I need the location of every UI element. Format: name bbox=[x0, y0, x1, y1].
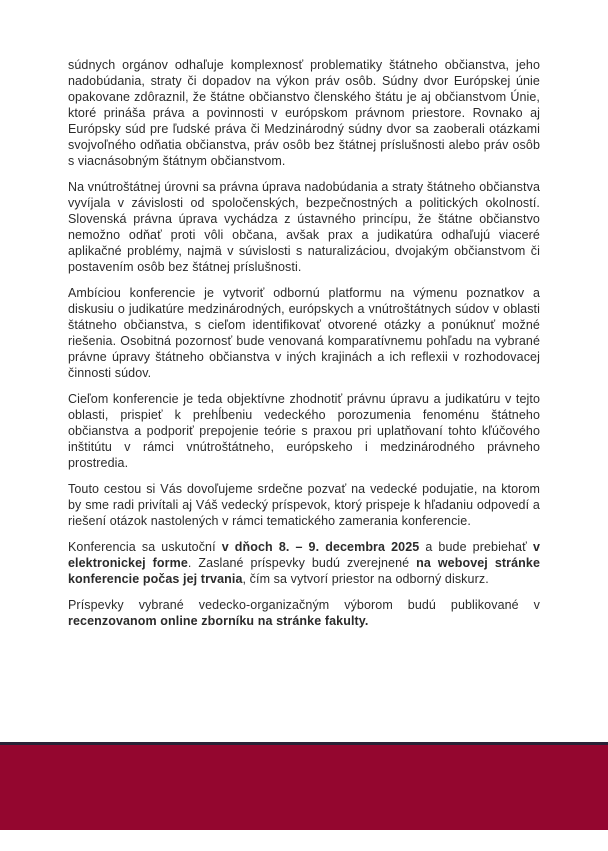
footer-band-fill bbox=[0, 745, 608, 830]
paragraph bbox=[68, 597, 540, 629]
paragraph bbox=[68, 391, 540, 471]
paragraph bbox=[68, 285, 540, 381]
text-run: Touto cestou si Vás dovoľujeme srdečne pozvať na vedecké podujatie, na ktorom by sme radi privítali aj Váš vedecký príspevok, ktorý prispeje k hľadaniu odpovedí a riešení otázok nastolených v rámci tematického zamerania konferencie. bbox=[68, 482, 540, 528]
paragraph bbox=[68, 179, 540, 275]
text-run: a bude prebiehať bbox=[419, 540, 533, 554]
text-run: Príspevky vybrané vedecko-organizačným výborom budú publikované v bbox=[68, 598, 540, 612]
text-run: Konferencia sa uskutoční bbox=[68, 540, 222, 554]
bold-text-run: v elektronickej forme bbox=[68, 540, 540, 570]
paragraph bbox=[68, 57, 540, 169]
text-run: , čím sa vytvorí priestor na odborný diskurz. bbox=[242, 572, 489, 586]
bold-text-run: recenzovanom online zborníku na stránke fakulty. bbox=[68, 614, 369, 628]
text-run: Na vnútroštátnej úrovni sa právna úprava nadobúdania a straty štátneho občianstva vyvíjala v závislosti od spoločenských, bezpečnostných a politických okolností. Slovenská právna úprava vychádza z ústavného princípu, že štátne občianstvo nemožno odňať proti vôli občana, avšak prax a judikatúra odhaľujú viaceré aplikačné problémy, najmä v súvislosti s naturalizáciou, dvojakým občianstvom či postavením osôb bez štátnej príslušnosti. bbox=[68, 180, 540, 274]
text-run: Cieľom konferencie je teda objektívne zhodnotiť právnu úpravu a judikatúru v tejto oblasti, prispieť k prehĺbeniu vedeckého porozumenia fenoménu štátneho občianstva a podporiť prepojenie teórie s praxou pri uplatňovaní tohto kľúčového inštitútu v rámci vnútroštátneho, európskeho i medzinárodného právneho prostredia. bbox=[68, 392, 540, 470]
paragraph bbox=[68, 481, 540, 529]
footer-band bbox=[0, 742, 608, 830]
text-run: súdnych orgánov odhaľuje komplexnosť problematiky štátneho občianstva, jeho nadobúdania, straty či dopadov na výkon práv osôb. Súdny dvor Európskej únie opakovane zdôraznil, že štátne občianstvo členského štátu je aj občianstvom Únie, ktoré prináša práva a povinnosti v európskom právnom priestore. Rovnako aj Európsky súd pre ľudské práva či Medzinárodný súdny dvor sa zaoberali otázkami svojvoľného odňatia občianstva, práv osôb bez štátnej príslušnosti alebo práv osôb s viacnásobným štátnym občianstvom. bbox=[68, 58, 540, 168]
document-body bbox=[68, 57, 540, 639]
paragraph bbox=[68, 539, 540, 587]
text-run: Ambíciou konferencie je vytvoriť odbornú platformu na výmenu poznatkov a diskusiu o judikatúre medzinárodných, európskych a vnútroštátnych súdov v oblasti štátneho občianstva, s cieľom identifikovať otvorené otázky a ponúknuť možné riešenia. Osobitná pozornosť bude venovaná komparatívnemu pohľadu na vybrané právne úpravy štátneho občianstva v iných krajinách a ich reflexii v rozhodovacej činnosti súdov. bbox=[68, 286, 540, 380]
bold-text-run: v dňoch 8. – 9. decembra 2025 bbox=[221, 540, 420, 554]
text-run: . Zaslané príspevky budú zverejnené bbox=[187, 556, 417, 570]
bold-text-run: na webovej stránke konferencie počas jej trvania bbox=[68, 556, 540, 586]
